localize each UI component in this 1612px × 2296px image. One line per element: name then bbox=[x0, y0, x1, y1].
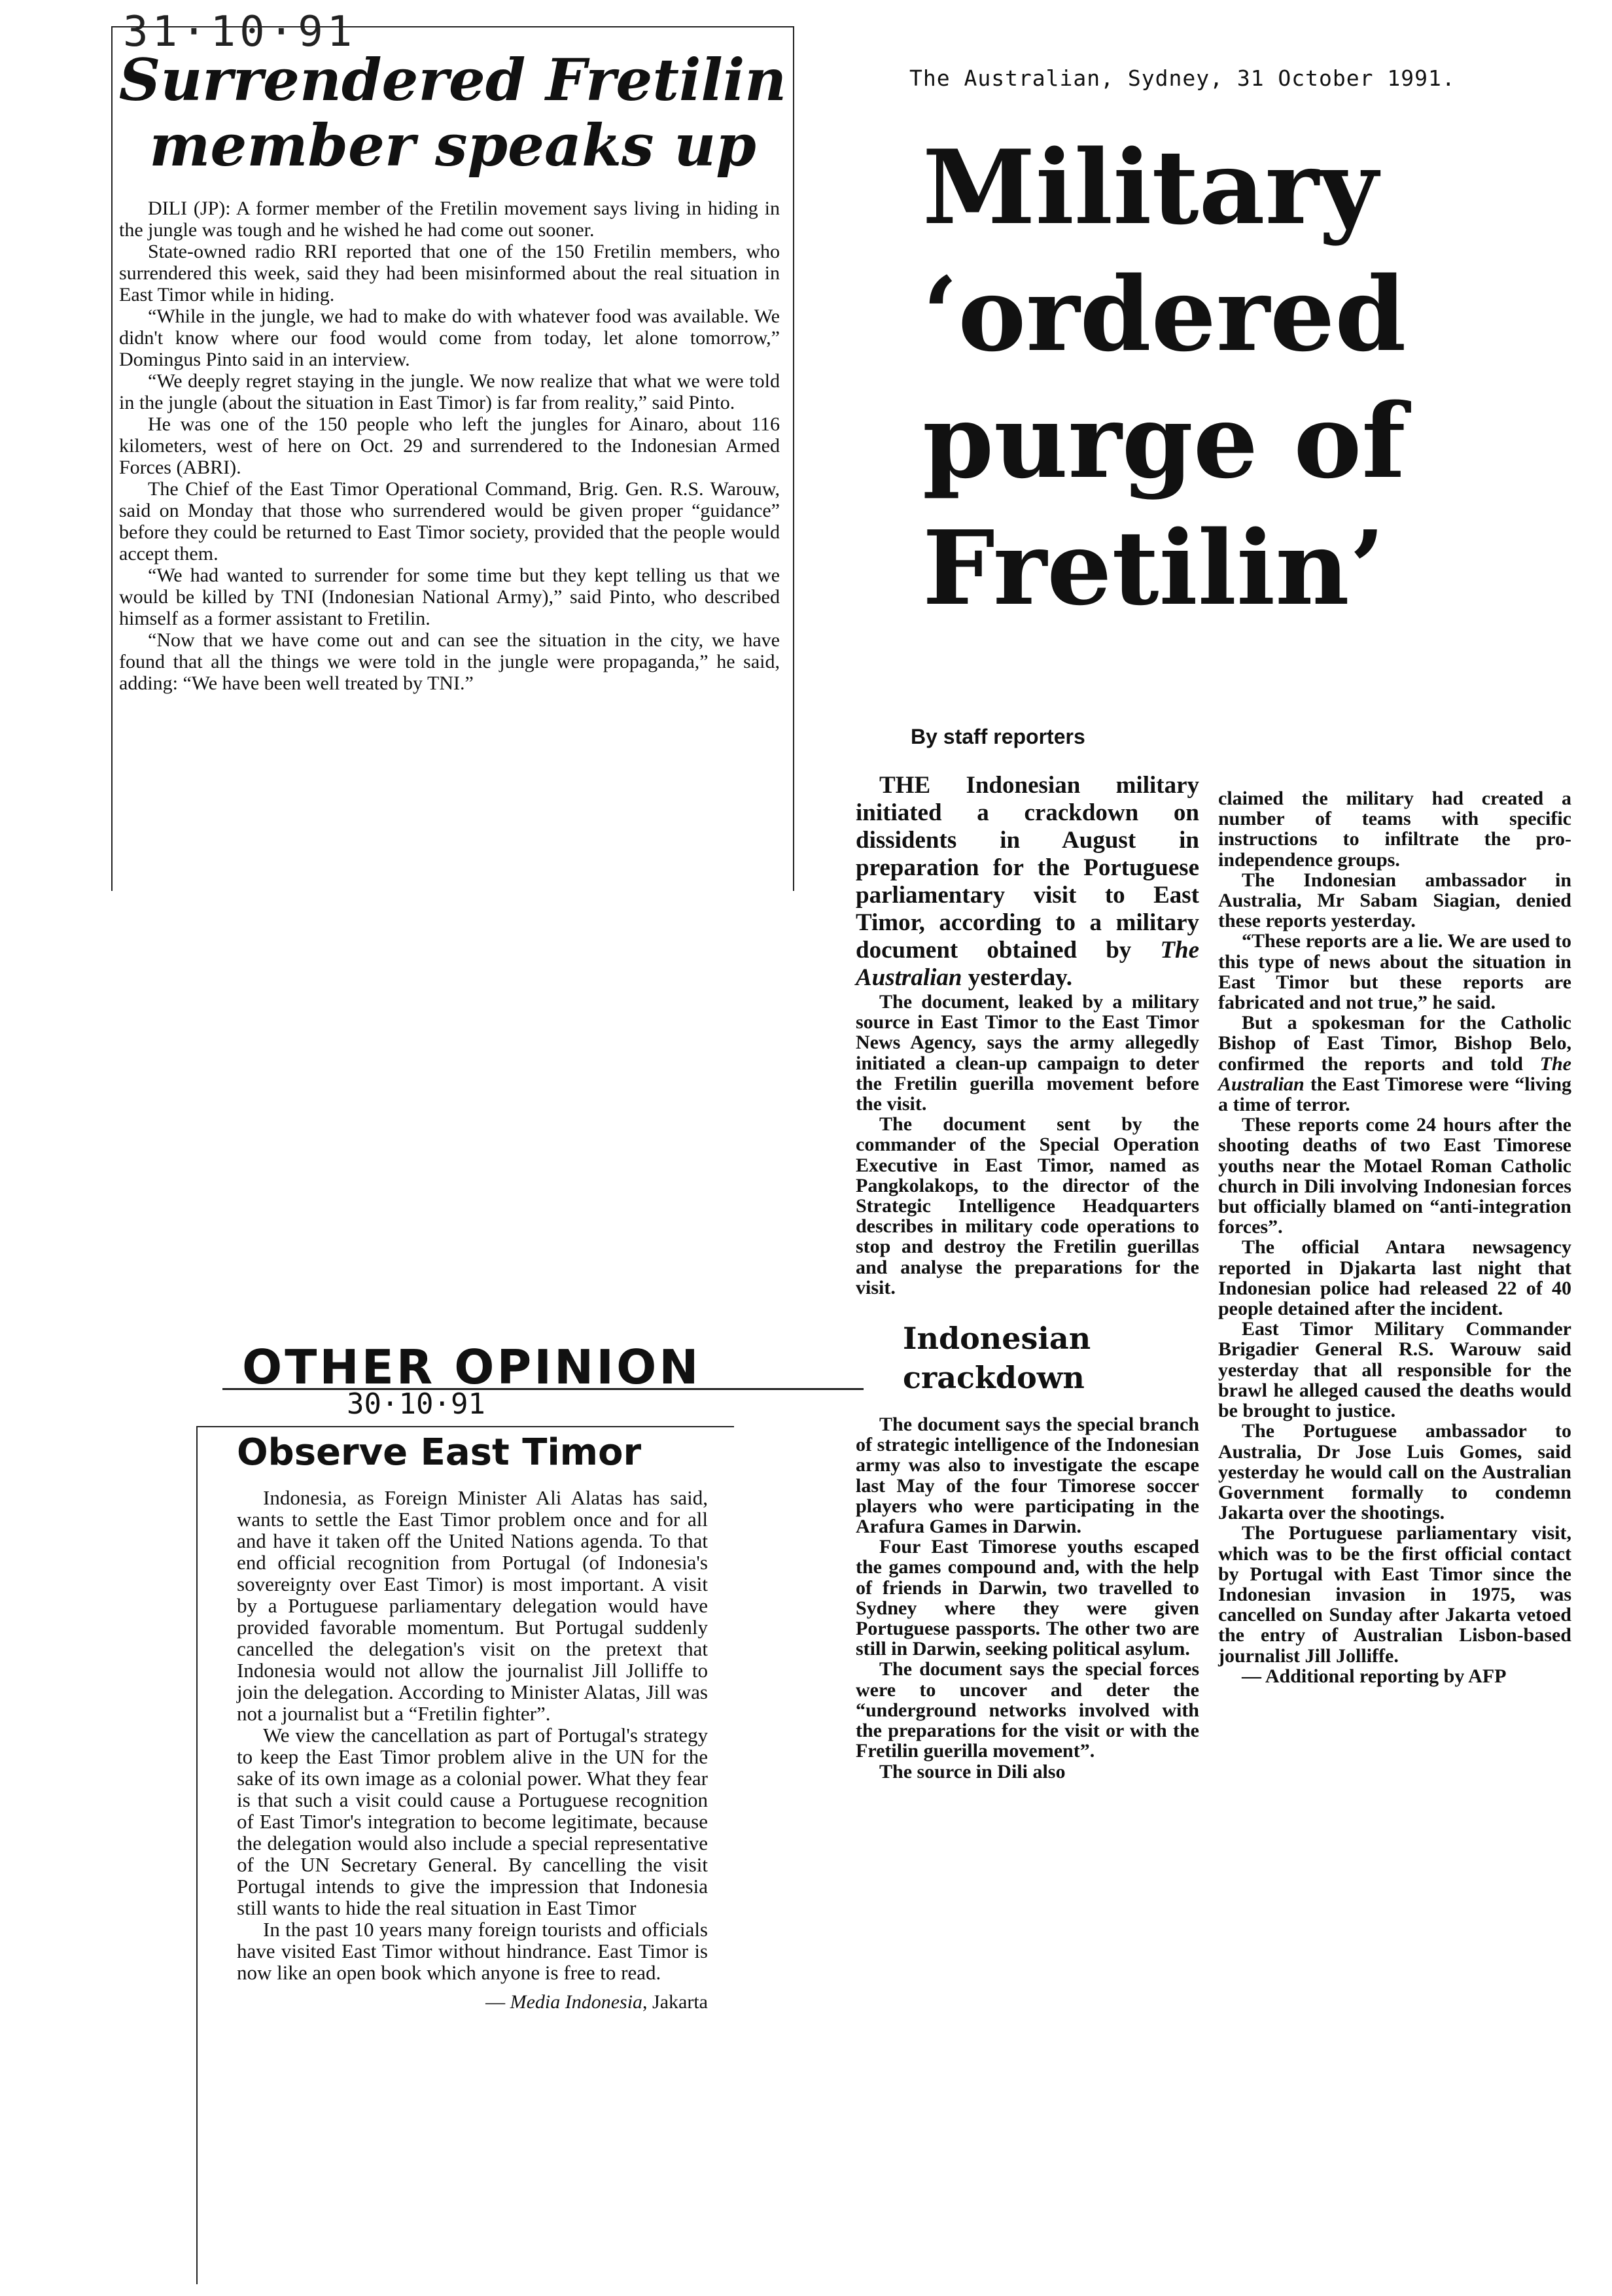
paragraph: “While in the jungle, we had to make do with whatever food was available. We didn't know where our food would come from today, let alone tomorrow,” Domingus Pinto said in an interview. bbox=[119, 305, 780, 370]
main-headline bbox=[922, 124, 1577, 632]
headline-line-1: Surrendered Fretilin bbox=[118, 46, 787, 114]
headline-line-2: member speaks up bbox=[149, 111, 756, 179]
lead-intro: THE Indonesian military bbox=[879, 772, 1199, 799]
source-line: The Australian, Sydney, 31 October 1991. bbox=[909, 65, 1456, 91]
subheading-line: crackdown bbox=[903, 1360, 1085, 1396]
paragraph: The official Antara newsagency reported in Djakarta last night that Indonesian police had released 22 of 40 people detained after the incident. bbox=[1218, 1236, 1571, 1320]
headline-line: Fretilin’ bbox=[922, 508, 1386, 628]
editorial-title: Observe East Timor bbox=[237, 1431, 642, 1474]
headline-line: purge of bbox=[922, 381, 1406, 501]
paragraph: The document sent by the commander of the Special Operation Executive in East Timor, named as Pangkolakops, to the director of the Strategic Intelligence Headquarters describes in military code operations to stop and destroy the Fretilin guerillas and analyse the preparations for the visit. bbox=[856, 1113, 1199, 1298]
paragraph: “We deeply regret staying in the jungle. We now realize that what we were told in the jungle (about the situation in East Timor) is far from reality,” said Pinto. bbox=[119, 370, 780, 413]
article-column-1 bbox=[856, 772, 1199, 1782]
paragraph: “Now that we have come out and can see the situation in the city, we have found that all the things we were told in the jungle were propaganda,” he said, adding: “We have been well treated by TNI.” bbox=[119, 629, 780, 694]
credit-line: — Additional reporting by AFP bbox=[1242, 1665, 1507, 1687]
paragraph: These reports come 24 hours after the shooting deaths of two East Timorese youths near the Motael Roman Catholic church in Dili involving Indonesian forces but officially blamed on “anti-integration forces”. bbox=[1218, 1114, 1571, 1238]
paragraph: We view the cancellation as part of Portugal's strategy to keep the East Timor problem alive in the UN for the sake of its own image as a colonial power. What they fear is that such a visit could cause a Portuguese recognition of East Timor's integration to become legitimate, because the delegation would also include a special representative of the UN Secretary General. By cancelling the visit Portugal intends to give the impression that Indonesia still wants to hide the real situation in East Timor bbox=[237, 1724, 708, 1919]
lead-text: initiated a crackdown on dissidents in August in preparation for the Portuguese parliamentary visit to East Timor, according to a military document obtained by bbox=[856, 799, 1199, 964]
paragraph: “We had wanted to surrender for some time but they kept telling us that we would be killed by TNI (Indonesian National Army),” said Pinto, who described himself as a former assistant to Fretilin. bbox=[119, 565, 780, 629]
paragraph: East Timor Military Commander Brigadier General R.S. Warouw said yesterday that all responsible for the brawl he alleged caused the deaths would be brought to justice. bbox=[1218, 1318, 1571, 1422]
publication-name: Media Indonesia bbox=[510, 1991, 643, 2013]
headline-line: Military bbox=[922, 128, 1378, 247]
place: , Jakarta bbox=[642, 1991, 708, 2013]
paragraph: The Portuguese ambassador to Australia, Dr Jose Luis Gomes, said yesterday he would call on the Australian Government formally to condemn Jakarta over the shootings. bbox=[1218, 1420, 1571, 1524]
paragraph: DILI (JP): A former member of the Fretilin movement says living in hiding in the jungle was tough and he wished he had come out sooner. bbox=[119, 198, 780, 241]
text: the East Timorese were “living a time of terror. bbox=[1218, 1073, 1571, 1116]
subheading bbox=[903, 1319, 1199, 1397]
paragraph: claimed the military had created a number of teams with specific instructions to infiltrate the pro-independence groups. bbox=[1218, 788, 1571, 871]
subheading-line: Indonesian bbox=[903, 1321, 1091, 1357]
publication-name: The Australian bbox=[856, 937, 1199, 991]
paragraph: The Portuguese parliamentary visit, which was to be the first official contact by Portugal with East Timor since the Indonesian invasion in 1975, was cancelled on Sunday after Jakarta vetoed the entry of Australian Lisbon-based journalist Jill Jolliffe. bbox=[1218, 1522, 1571, 1667]
handwritten-date: 30·10·91 bbox=[222, 1388, 864, 1419]
editorial-frame bbox=[196, 1426, 734, 2284]
editorial-source bbox=[198, 1991, 708, 2013]
paragraph: The Indonesian ambassador in Australia, Mr Sabam Siagian, denied these reports yesterday. bbox=[1218, 869, 1571, 932]
paragraph: Four East Timorese youths escaped the games compound and, with the help of friends in Darwin, two travelled to Sydney where they were given Portuguese passports. The other two are still in Darwin, seeking political asylum. bbox=[856, 1536, 1199, 1660]
article-column-2 bbox=[1218, 788, 1571, 1686]
paragraph: The Chief of the East Timor Operational Command, Brig. Gen. R.S. Warouw, said on Monday that those who surrendered would be given proper “guidance” before they could be returned to East Timor society, provided that the people would accept them. bbox=[119, 478, 780, 565]
article-surrendered-fretilin bbox=[111, 8, 794, 891]
paragraph: In the past 10 years many foreign tourists and officials have visited East Timor without hindrance. East Timor is now like an open book which anyone is free to read. bbox=[237, 1918, 708, 1984]
editorial-other-opinion bbox=[196, 1341, 772, 2289]
paragraph: The source in Dili also bbox=[879, 1760, 1066, 1783]
dash: — bbox=[485, 1991, 510, 2013]
paragraph: The document, leaked by a military source in East Timor to the East Timor News Agency, says the army allegedly initiated a clean-up campaign to deter the Fretilin guerilla movement before the visit. bbox=[856, 991, 1199, 1115]
byline: By staff reporters bbox=[911, 725, 1085, 748]
handwritten-date: 31·10·91 bbox=[123, 8, 357, 56]
publication-name: The Australian bbox=[1218, 1052, 1571, 1095]
paragraph: He was one of the 150 people who left the jungles for Ainaro, about 116 kilometers, west of here on Oct. 29 and surrendered to the Indonesian Armed Forces (ABRI). bbox=[119, 413, 780, 478]
headline-line: ‘ordered bbox=[922, 254, 1407, 374]
editorial-body bbox=[237, 1487, 708, 1983]
lead-end: yesterday. bbox=[968, 964, 1073, 991]
paragraph: Indonesia, as Foreign Minister Ali Alatas has said, wants to settle the East Timor problem once and for all and have it taken off the United Nations agenda. To that end official recognition from Portugal (of Indonesia's sovereignty over East Timor) is most important. A visit by a Portuguese parliamentary delegation would have provided favorable momentum. But Portugal suddenly cancelled the delegation's visit on the pretext that Indonesia would not allow the journalist Jill Jolliffe to join the delegation. According to Minister Alatas, Jill was not a journalist but a “Fretilin fighter”. bbox=[237, 1486, 708, 1725]
section-banner: OTHER OPINION bbox=[242, 1340, 701, 1395]
paragraph: The document says the special forces were to uncover and deter the “underground networks involved with the preparations for the visit or with the Fretilin guerilla movement”. bbox=[856, 1658, 1199, 1762]
paragraph bbox=[1218, 1013, 1571, 1115]
paragraph: State-owned radio RRI reported that one of the 150 Fretilin members, who surrendered this week, said they had been misinformed about the real situation in East Timor while in hiding. bbox=[119, 241, 780, 305]
text: But a spokesman for the Catholic Bishop of East Timor, Bishop Belo, confirmed the reports and told bbox=[1218, 1012, 1571, 1075]
paragraph: “These reports are a lie. We are used to this type of news about the situation in East Timor but these reports are fabricated and not true,” he said. bbox=[1218, 930, 1571, 1014]
article-body bbox=[119, 198, 780, 694]
paragraph: The document says the special branch of strategic intelligence of the Indonesian army was also to investigate the escape last May of the four Timorese soccer players who were participating in the Arafura Games in Darwin. bbox=[856, 1414, 1199, 1538]
lead-paragraph bbox=[856, 772, 1199, 992]
